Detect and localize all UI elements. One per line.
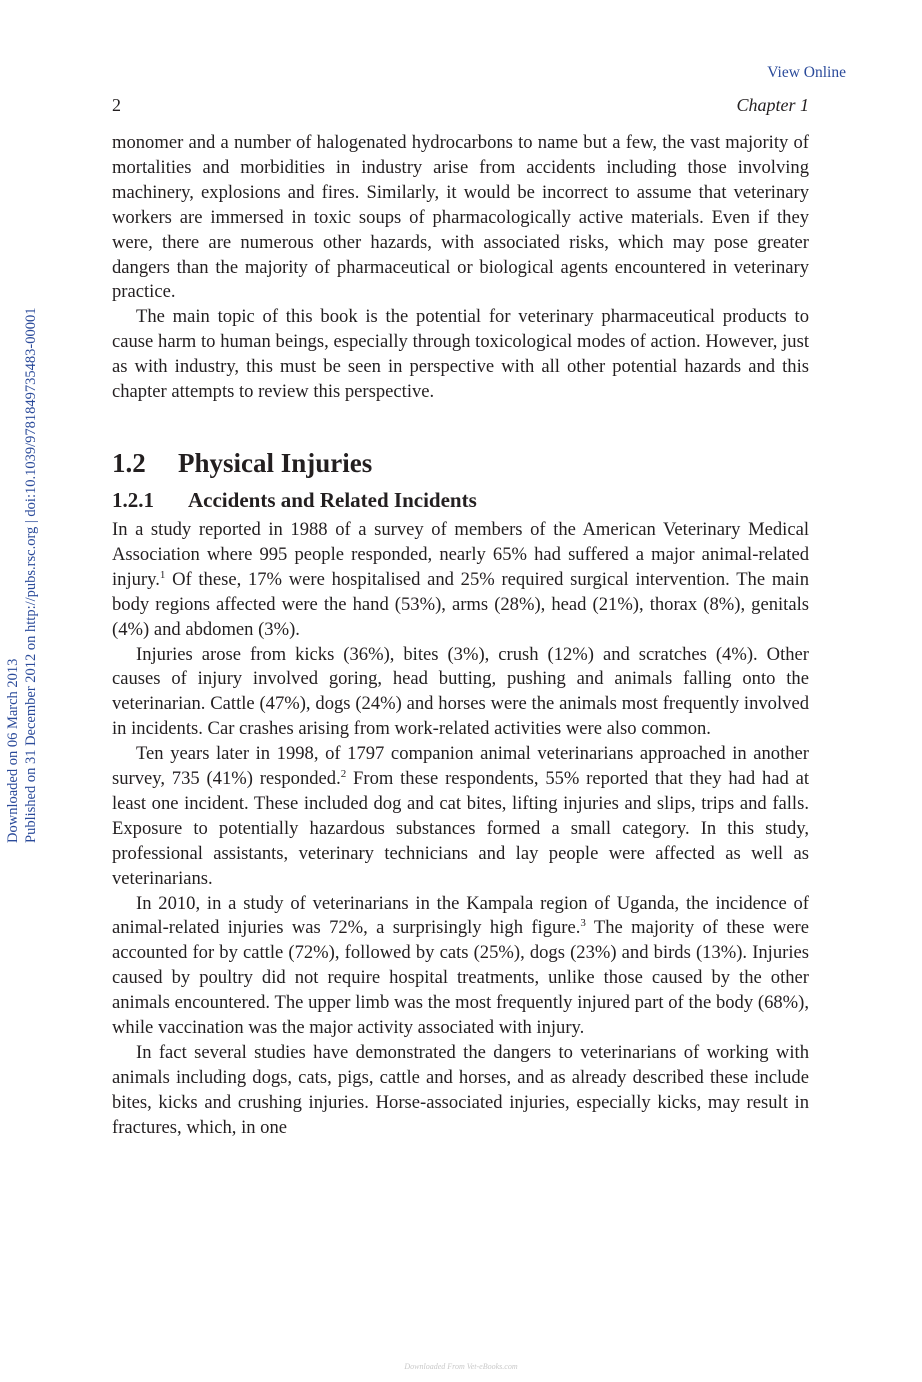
section-title: Physical Injuries <box>178 447 373 478</box>
view-online-link[interactable]: View Online <box>767 64 846 81</box>
paragraph <box>112 742 809 891</box>
subsection-heading <box>112 486 809 514</box>
paragraph: In fact several studies have demonstrated the dangers to veterinarians of working with animals including dogs, cats, pigs, cattle and horses, and as already described these include bites, kicks and crushing injuries. Horse-associated injuries, especially kicks, may result in fractures, which, in one <box>112 1042 809 1138</box>
download-stamp <box>4 223 40 843</box>
reference-1[interactable]: 1 <box>159 568 166 581</box>
paragraph-text: Of these, 17% were hospitalised and 25% required surgical intervention. The main body regions affected were the hand (53%), arms (28%), head (21%), thorax (8%), genitals (4%) and abdomen (3%). <box>112 568 809 640</box>
reference-3[interactable]: 3 <box>580 917 586 930</box>
paragraph: monomer and a number of halogenated hydrocarbons to name but a few, the vast majority of mortalities and morbidities in industry arise from accidents including those involving machinery, explosions and fires. Similarly, it would be incorrect to assume that veterinary workers are immersed in toxic soups of pharmacologically active materials. Even if they were, there are numerous other hazards, with associated risks, which may pose greater dangers than the majority of pharmaceutical or biological agents encountered in veterinary practice. <box>112 132 809 303</box>
paragraph-text: In 2010, in a study of veterinarians in the Kampala region of Uganda, the incidence of animal-related injuries was 72%, a surprisingly high figure. <box>112 892 809 939</box>
page-number: 2 <box>112 95 121 115</box>
paragraph-text: The majority of these were accounted for by cattle (72%), followed by cats (25%), dogs (23%) and birds (13%). Injuries caused by poultry did not require hospital treatments, unlike those caused by the other animals encountered. The upper limb was the most frequently injured part of the body (68%), while vaccination was the major activity associated with injury. <box>112 917 809 1039</box>
chapter-label: Chapter 1 <box>736 95 809 115</box>
subsection-number: 1.2.1 <box>112 487 154 512</box>
section-heading <box>112 446 809 480</box>
published-doi[interactable]: Published on 31 December 2012 on http://pubs.rsc.org | doi:10.1039/9781849735483-00001 <box>23 307 39 843</box>
paragraph: The main topic of this book is the potential for veterinary pharmaceutical products to cause harm to human beings, especially through toxicological modes of action. However, just as with industry, this must be seen in perspective with all other potential hazards and this chapter attempts to review this perspective. <box>112 306 809 403</box>
paragraph-text: Ten years later in 1998, of 1797 companion animal veterinarians approached in another survey, 735 (41%) responded. <box>112 743 809 790</box>
paragraph <box>112 518 809 643</box>
section-number: 1.2 <box>112 447 146 478</box>
paragraph: Injuries arose from kicks (36%), bites (3%), crush (12%) and scratches (4%). Other causes of injury involved goring, head butting, pushing and animals falling onto the veterinarian. Cattle (47%), dogs (24%) and horses were the animals most frequently involved in incidents. Car crashes arising from work-related activities were also common. <box>112 643 809 740</box>
footer-watermark: Downloaded From Vet-eBooks.com <box>404 1362 518 1371</box>
paragraph <box>112 892 809 1041</box>
paragraph-text: In a study reported in 1988 of a survey of members of the American Veterinary Medical Association where 995 people responded, nearly 65% had suffered a major animal-related injury. <box>112 518 809 590</box>
reference-2[interactable]: 2 <box>340 768 347 781</box>
page-body <box>112 131 809 1141</box>
paragraph-text: From these respondents, 55% reported that they had had at least one incident. These included dog and cat bites, lifting injuries and slips, trips and falls. Exposure to potentially hazardous substances formed a small category. In this study, professional assistants, veterinary technicians and lay people were affected as well as veterinarians. <box>112 768 809 889</box>
downloaded-date: Downloaded on 06 March 2013 <box>5 658 21 843</box>
subsection-title: Accidents and Related Incidents <box>188 487 477 512</box>
running-head <box>112 95 809 117</box>
